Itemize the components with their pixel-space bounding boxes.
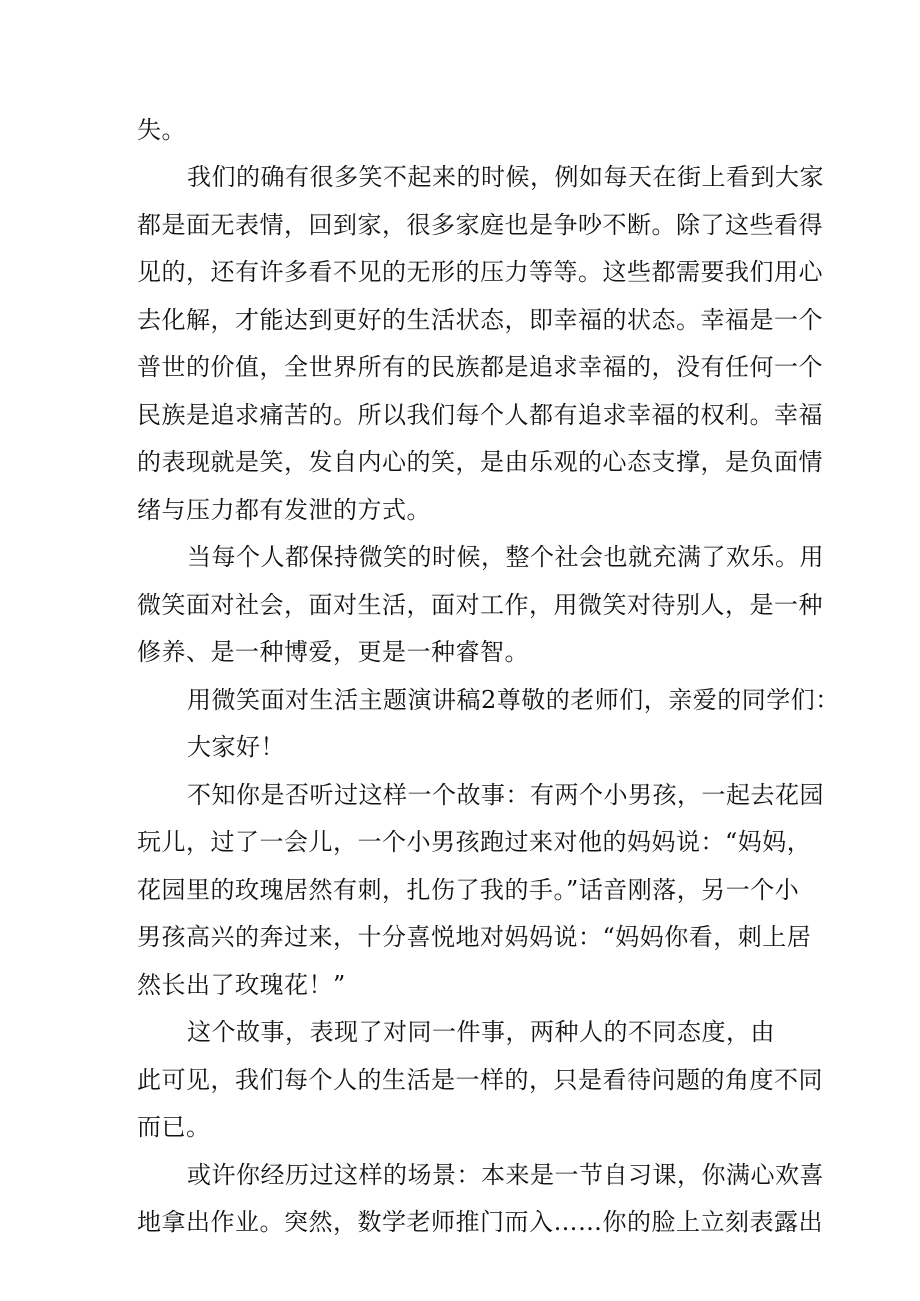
text-line: 当每个人都保持微笑的时候，整个社会也就充满了欢乐。用 [187,543,824,571]
text-line: 男孩高兴的奔过来，十分喜悦地对妈妈说：“妈妈你看，刺上居 [137,923,812,951]
text-line: 见的，还有许多看不见的无形的压力等等。这些都需要我们用心 [137,258,823,286]
text-line: 都是面无表情，回到家，很多家庭也是争吵不断。除了这些看得 [137,211,823,239]
text-line: 民族是追求痛苦的。所以我们每个人都有追求幸福的权利。幸福 [137,401,823,429]
text-line: 此可见，我们每个人的生活是一样的，只是看待问题的角度不同 [137,1066,823,1094]
text-line: 我们的确有很多笑不起来的时候，例如每天在街上看到大家 [187,163,824,191]
text-line: 或许你经历过这样的场景：本来是一节自习课，你满心欢喜 [187,1161,824,1189]
text-line: 去化解，才能达到更好的生活状态，即幸福的状态。幸福是一个 [137,306,823,334]
text-line: 的表现就是笑，发自内心的笑，是由乐观的心态支撑，是负面情 [137,448,823,476]
text-line: 而已。 [137,1113,211,1141]
text-line: 地拿出作业。突然，数学老师推门而入……你的脸上立刻表露出 [137,1208,823,1236]
text-line: 绪与压力都有发泄的方式。 [137,496,431,524]
section-heading: 用微笑面对生活主题演讲稿2尊敬的老师们，亲爱的同学们： [187,686,840,714]
text-line: 这个故事，表现了对同一件事，两种人的不同态度，由 [187,1018,775,1046]
text-line: 修养、是一种博爱，更是一种睿智。 [137,638,529,666]
text-line: 花园里的玫瑰居然有刺，扎伤了我的手。”话音刚落，另一个小 [137,876,800,904]
greeting: 大家好！ [187,733,285,761]
text-line: 失。 [137,116,186,144]
text-line: 然长出了玫瑰花！” [137,971,346,999]
text-line: 微笑面对社会，面对生活，面对工作，用微笑对待别人，是一种 [137,591,823,619]
text-line: 玩儿，过了一会儿，一个小男孩跑过来对他的妈妈说：“妈妈， [137,828,812,856]
text-line: 不知你是否听过这样一个故事：有两个小男孩，一起去花园 [187,781,824,809]
text-line: 普世的价值，全世界所有的民族都是追求幸福的，没有任何一个 [137,353,823,381]
